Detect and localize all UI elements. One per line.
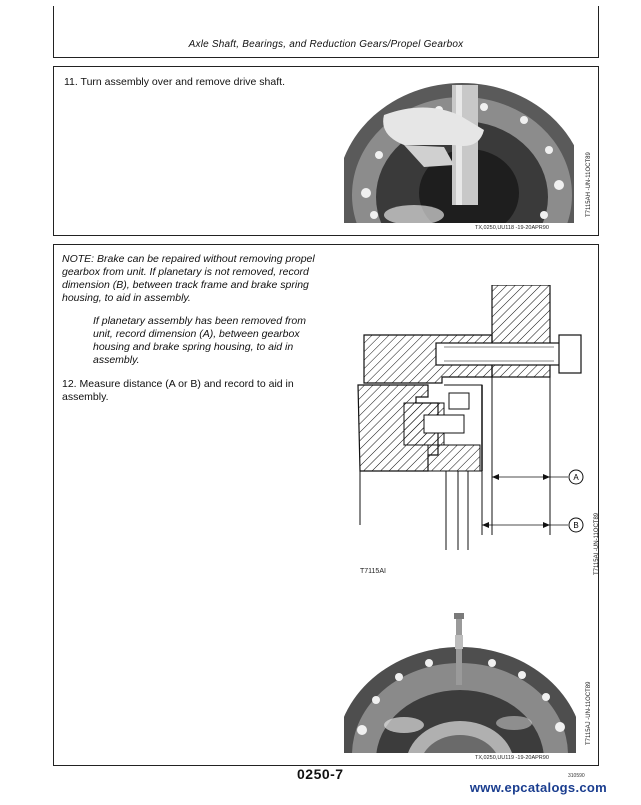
gearbox-cross-section-diagram [354, 285, 584, 555]
step-11-text: 11. Turn assembly over and remove drive shaft. [64, 76, 285, 88]
diagram-side-label: T7115AI -UN-11OCT89 [594, 512, 600, 575]
section1-caption: TX,0250,UU118 -19-20APR90 [475, 225, 549, 231]
photo1-side-label: T7115AH -UN-11OCT89 [586, 152, 592, 217]
gearbox-bolt-photo [344, 605, 576, 753]
photo2-side-label: T7115AJ -UN-11OCT89 [586, 681, 592, 745]
page-number: 0250-7 [297, 766, 344, 782]
drive-shaft-photo [344, 75, 574, 223]
watermark-link[interactable]: www.epcatalogs.com [469, 780, 607, 795]
page-code: 310590 [568, 773, 585, 779]
step-12-text: 12. Measure distance (A or B) and record to aid in assembly. [62, 378, 294, 403]
page-header [53, 6, 599, 58]
brake-note: NOTE: Brake can be repaired without removing propel gearbox from unit. If planetary is not removed, record dimension (B), between track frame and brake spring housing, to aid in assembly. [62, 253, 315, 304]
dimension-a-label: A [573, 473, 579, 482]
planetary-note: If planetary assembly has been removed from unit, record dimension (A), between gearbox housing and brake spring housing, to aid in assembly. [93, 315, 307, 366]
diagram-figure-label: T7115AI [360, 568, 386, 575]
section2-caption: TX,0250,UU119 -19-20APR90 [475, 755, 549, 761]
dimension-b-label: B [573, 521, 579, 530]
step-11-section [53, 66, 599, 236]
gearbox-bolt-photo-art [344, 605, 576, 753]
page-title: Axle Shaft, Bearings, and Reduction Gears/Propel Gearbox [188, 39, 464, 50]
step-12-section [53, 244, 599, 766]
drive-shaft-photo-art [344, 75, 574, 223]
